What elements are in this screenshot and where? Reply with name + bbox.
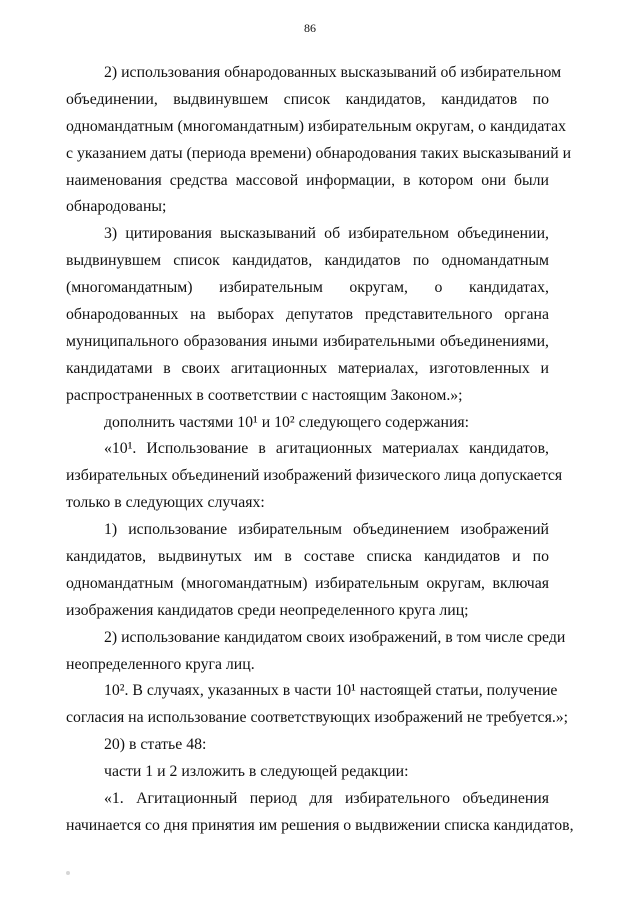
text-line: 2) использования обнародованных высказываний об избирательном: [104, 64, 562, 81]
text-line: муниципального образования иными избирательными объединениями,: [66, 332, 549, 350]
text-line: обнародованных на выборах депутатов представительного органа: [66, 306, 549, 324]
text-line: избирательных объединений изображений физического лица допускается: [66, 467, 563, 485]
scan-mark: [66, 871, 70, 875]
text-line: кандидатами в своих агитационных материалах, изготовленных и: [66, 359, 549, 377]
text-line: 3) цитирования высказываний об избирательном объединении,: [104, 225, 549, 243]
text-line: части 1 и 2 изложить в следующей редакции:: [104, 763, 409, 781]
text-line: объединении, выдвинувшем список кандидатов, кандидатов по: [66, 90, 549, 108]
text-line: неопределенного круга лиц.: [66, 655, 255, 673]
text-line: наименования средства массовой информации, в котором они были: [66, 171, 549, 189]
page-number: 86: [304, 21, 316, 35]
text-line: 20) в статье 48:: [104, 736, 207, 754]
text-line: дополнить частями 10¹ и 10² следующего содержания:: [104, 413, 470, 431]
document-body: [66, 62, 574, 842]
text-line: «1. Агитационный период для избирательного объединения: [104, 790, 549, 808]
text-line: 10². В случаях, указанных в части 10¹ настоящей статьи, получение: [104, 682, 558, 700]
text-line: кандидатов, выдвинутых им в составе списка кандидатов и по: [66, 548, 549, 566]
text-line: (многомандатным) избирательным округам, о кандидатах,: [66, 279, 549, 297]
text-line: распространенных в соответствии с настоящим Законом.»;: [66, 386, 463, 404]
text-line: одномандатным (многомандатным) избирательным округам, включая: [66, 574, 549, 592]
text-line: выдвинувшем список кандидатов, кандидатов по одномандатным: [66, 252, 549, 270]
text-line: обнародованы;: [66, 198, 167, 216]
text-line: «10¹. Использование в агитационных материалах кандидатов,: [104, 440, 549, 458]
text-line: с указанием даты (периода времени) обнародования таких высказываний и: [66, 144, 572, 162]
text-line: одномандатным (многомандатным) избирательным округам, о кандидатах: [66, 117, 567, 135]
text-line: только в следующих случаях:: [66, 494, 265, 512]
text-line: согласия на использование соответствующих изображений не требуется.»;: [66, 709, 569, 727]
text-line: начинается со дня принятия им решения о выдвижении списка кандидатов,: [66, 816, 574, 834]
text-line: изображения кандидатов среди неопределенного круга лиц;: [66, 601, 469, 619]
text-line: 1) использование избирательным объединением изображений: [104, 521, 549, 539]
text-line: 2) использование кандидатом своих изображений, в том числе среди: [104, 628, 566, 646]
